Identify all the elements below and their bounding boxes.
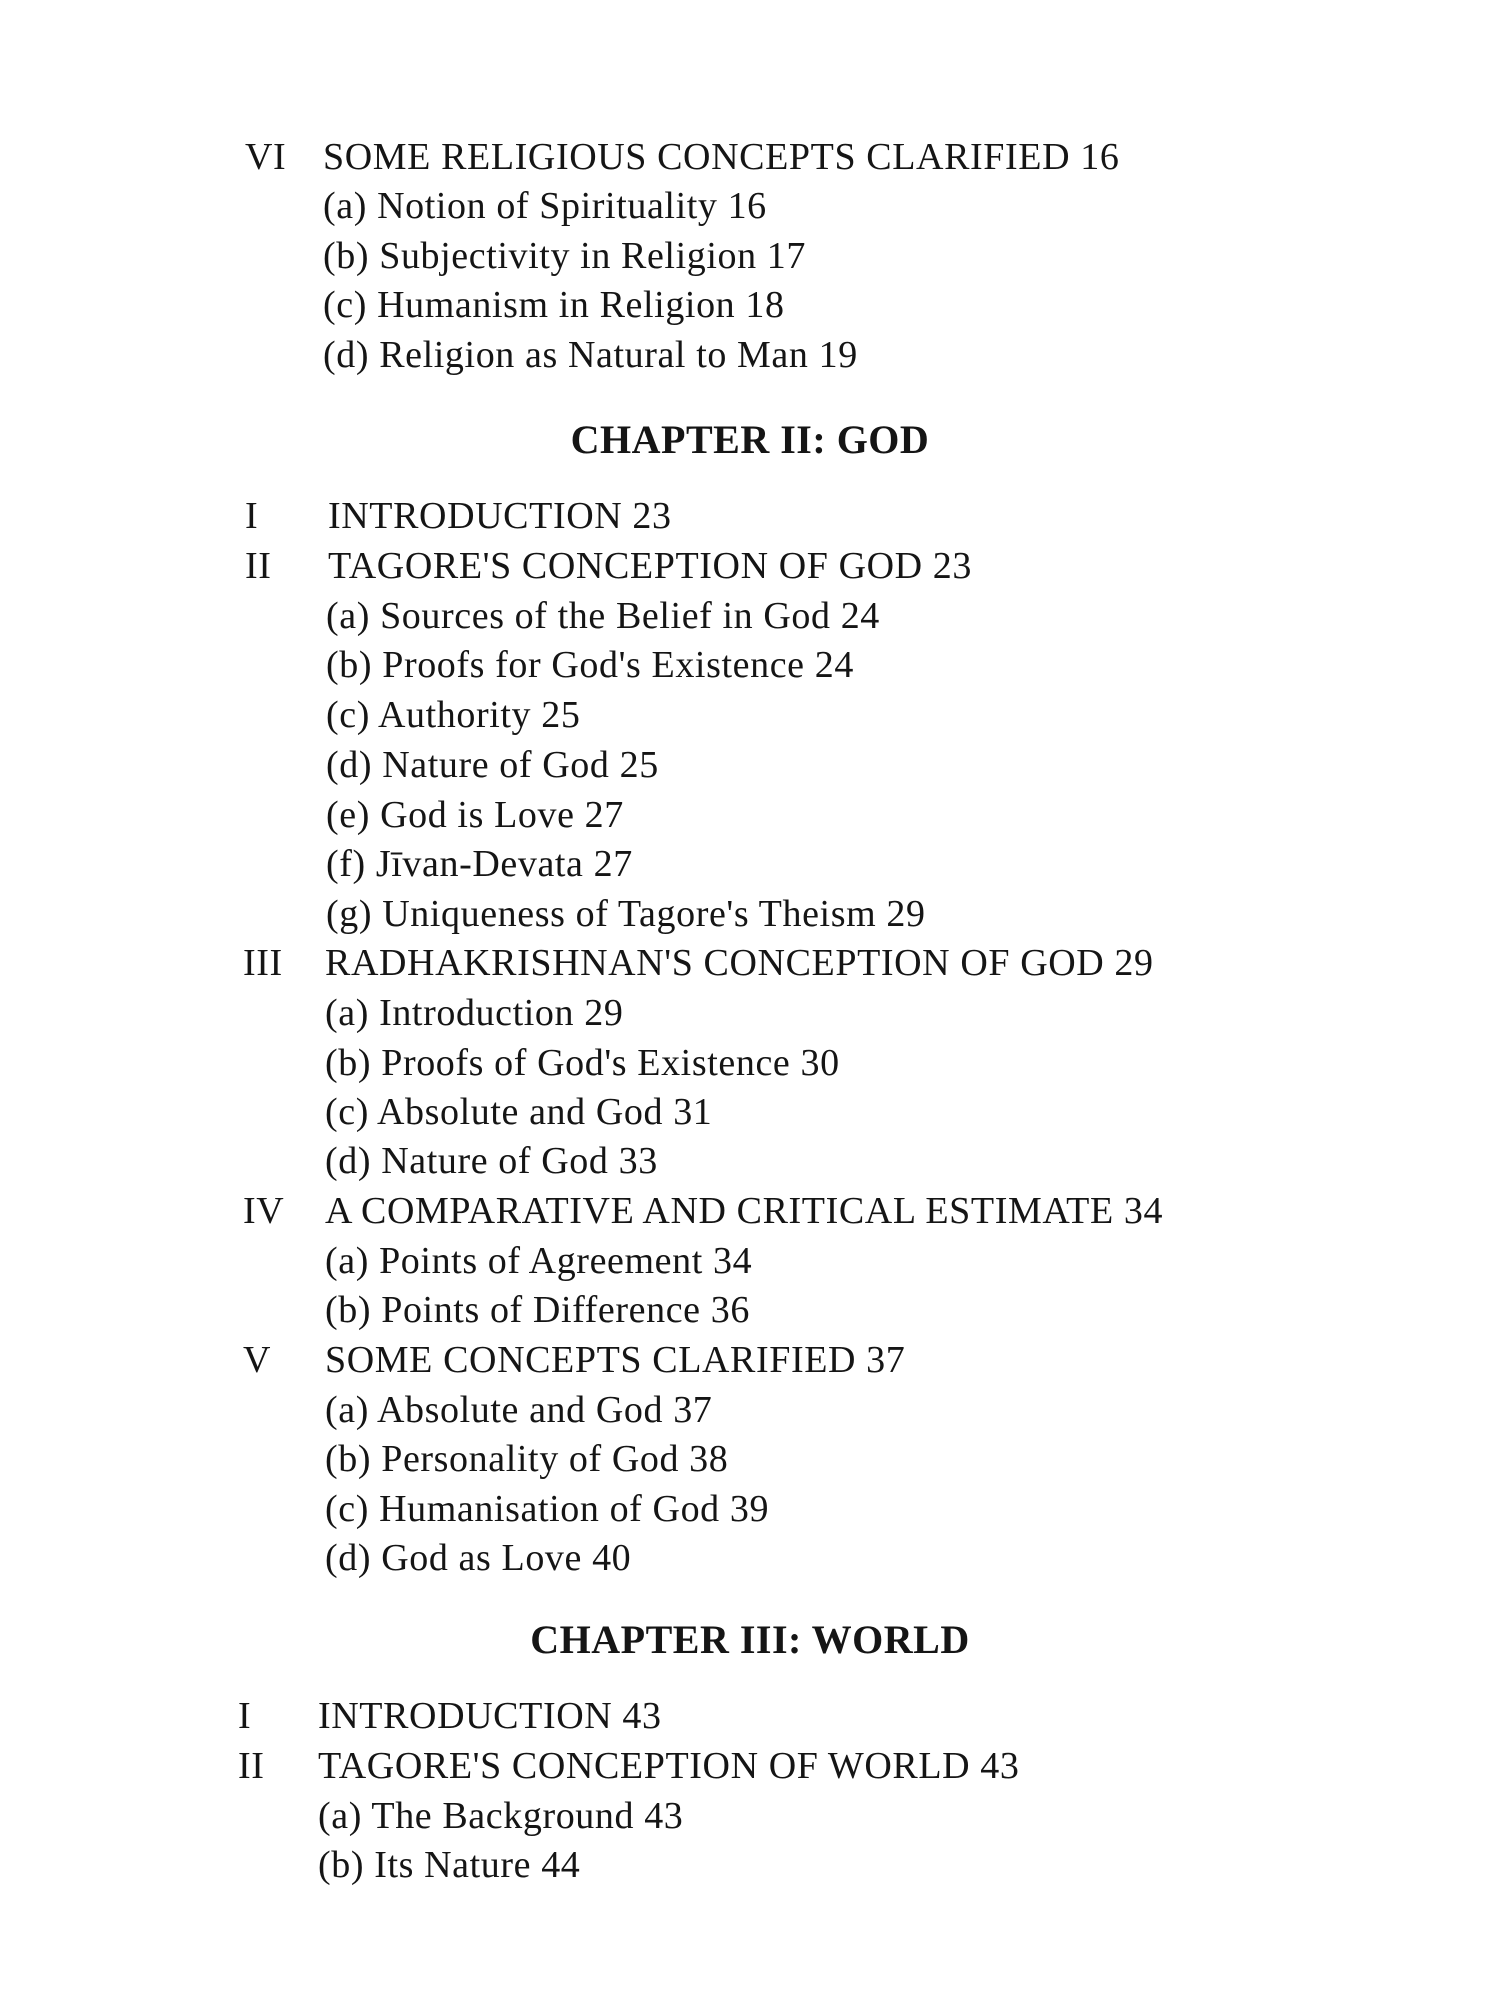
toc-subsection: (d) Nature of God 25 — [326, 744, 659, 786]
toc-subsection: (c) Humanism in Religion 18 — [323, 284, 785, 326]
toc-subsection: (g) Uniqueness of Tagore's Theism 29 — [326, 893, 926, 935]
toc-subsection: (c) Authority 25 — [326, 694, 581, 736]
section-title: INTRODUCTION 43 — [318, 1695, 662, 1737]
toc-subsection: (b) Proofs for God's Existence 24 — [326, 644, 854, 686]
toc-subsection: (c) Absolute and God 31 — [325, 1091, 713, 1133]
toc-subsection: (b) Proofs of God's Existence 30 — [325, 1042, 840, 1084]
toc-subsection: (a) Sources of the Belief in God 24 — [326, 595, 880, 637]
toc-subsection: (a) Notion of Spirituality 16 — [323, 185, 767, 227]
chapter-heading: CHAPTER III: WORLD — [530, 1617, 970, 1662]
toc-subsection: (b) Its Nature 44 — [318, 1844, 581, 1886]
section-title: SOME CONCEPTS CLARIFIED 37 — [325, 1339, 906, 1381]
toc-subsection: (a) Absolute and God 37 — [325, 1389, 713, 1431]
toc-subsection: (c) Humanisation of God 39 — [325, 1488, 770, 1530]
section-number: V — [243, 1339, 272, 1381]
section-number: III — [243, 942, 283, 984]
section-number: I — [238, 1695, 252, 1737]
toc-subsection: (a) Points of Agreement 34 — [325, 1240, 753, 1282]
section-number: II — [245, 545, 272, 587]
toc-subsection: (e) God is Love 27 — [326, 794, 624, 836]
toc-subsection: (d) God as Love 40 — [325, 1537, 632, 1579]
toc-subsection: (b) Subjectivity in Religion 17 — [323, 235, 807, 277]
chapter-heading: CHAPTER II: GOD — [570, 417, 930, 462]
section-title: SOME RELIGIOUS CONCEPTS CLARIFIED 16 — [323, 136, 1120, 178]
toc-subsection: (a) Introduction 29 — [325, 992, 624, 1034]
toc-subsection: (f) Jīvan-Devata 27 — [326, 843, 633, 885]
toc-subsection: (b) Points of Difference 36 — [325, 1289, 750, 1331]
toc-subsection: (d) Religion as Natural to Man 19 — [323, 334, 858, 376]
section-number: VI — [245, 136, 287, 178]
section-title: TAGORE'S CONCEPTION OF GOD 23 — [328, 545, 973, 587]
toc-subsection: (b) Personality of God 38 — [325, 1438, 729, 1480]
section-number: II — [238, 1745, 265, 1787]
section-number: IV — [243, 1190, 285, 1232]
toc-subsection: (d) Nature of God 33 — [325, 1140, 658, 1182]
section-title: INTRODUCTION 23 — [328, 495, 672, 537]
section-title: A COMPARATIVE AND CRITICAL ESTIMATE 34 — [325, 1190, 1164, 1232]
section-title: TAGORE'S CONCEPTION OF WORLD 43 — [318, 1745, 1020, 1787]
section-title: RADHAKRISHNAN'S CONCEPTION OF GOD 29 — [325, 942, 1154, 984]
section-number: I — [245, 495, 259, 537]
toc-subsection: (a) The Background 43 — [318, 1795, 684, 1837]
